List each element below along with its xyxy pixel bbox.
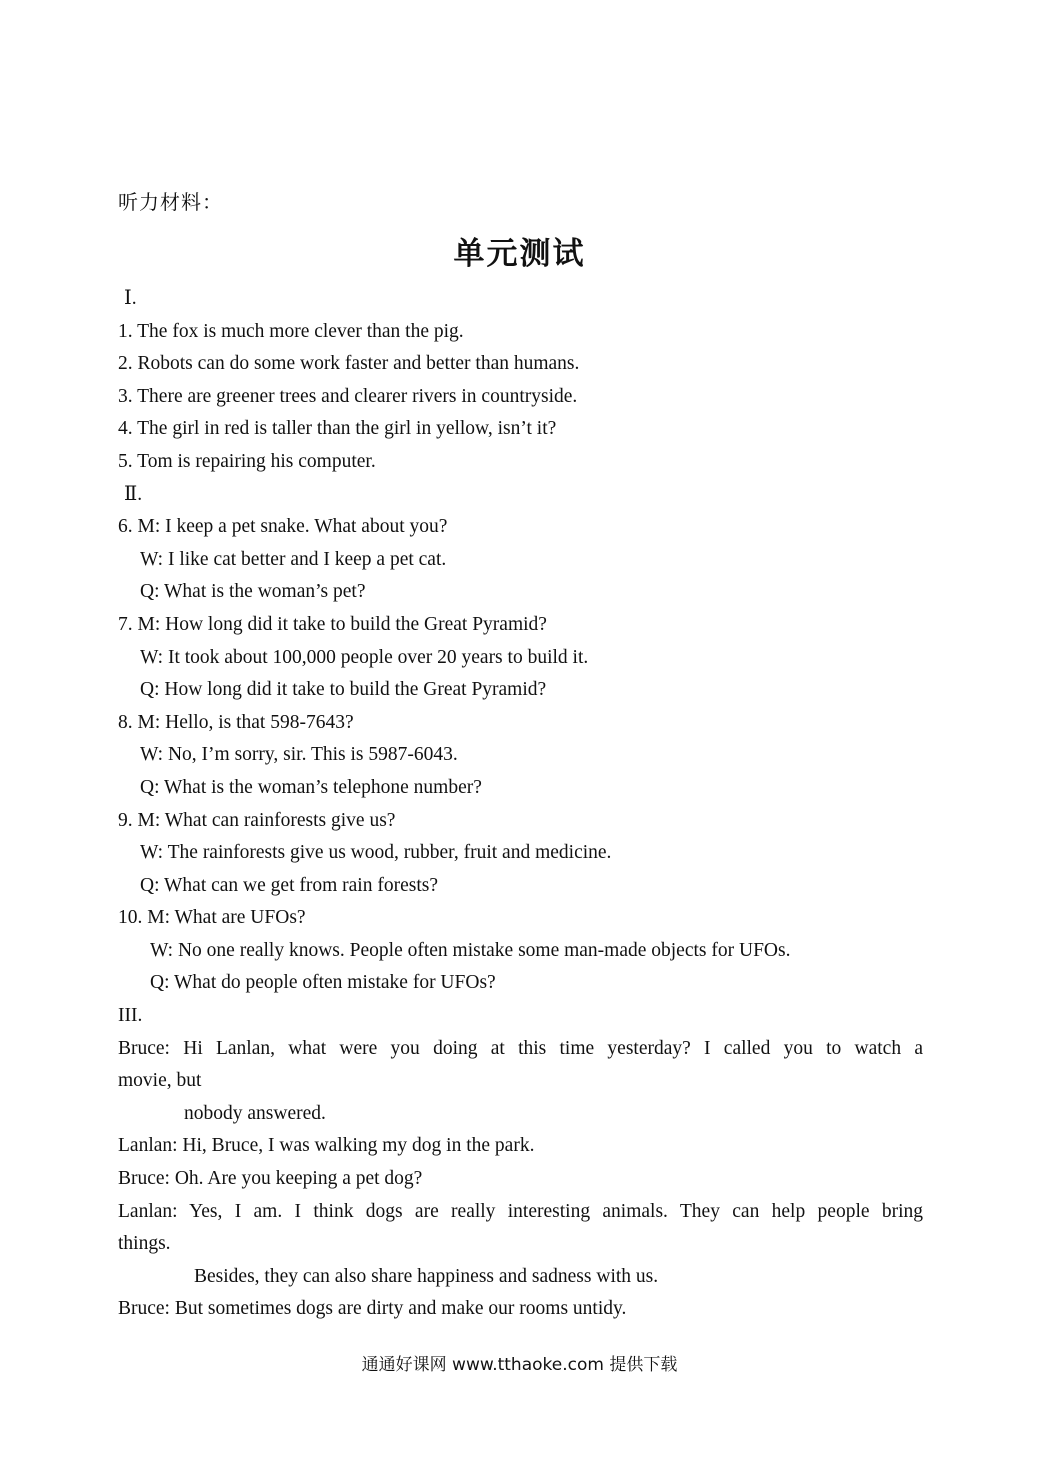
conversation-line: Lanlan: Hi, Bruce, I was walking my dog in the park. bbox=[118, 1135, 535, 1157]
conversation-line: nobody answered. bbox=[184, 1102, 326, 1124]
dialogue-question-line: Q: What is the woman’s pet? bbox=[140, 581, 366, 603]
document-body bbox=[118, 283, 923, 1326]
dialogue-question-line: Q: What can we get from rain forests? bbox=[140, 874, 438, 896]
conversation-line: Lanlan: Yes, I am. I think dogs are really interesting animals. They can help people bring bbox=[118, 1200, 923, 1222]
dialogue-question-line: Q: How long did it take to build the Great Pyramid? bbox=[140, 679, 547, 701]
dialogue-question-line: Q: What is the woman’s telephone number? bbox=[140, 776, 482, 798]
dialogue-question-line: Q: What do people often mistake for UFOs? bbox=[150, 972, 496, 994]
sentence-item: 4. The girl in red is taller than the girl in yellow, isn’t it? bbox=[118, 418, 557, 440]
section-label-2: Ⅱ. bbox=[124, 483, 143, 505]
page-title: 单元测试 bbox=[453, 236, 586, 272]
conversation-line: things. bbox=[118, 1233, 171, 1255]
page-heading: 听力材料： bbox=[118, 190, 223, 214]
dialogue-woman-line: W: The rainforests give us wood, rubber, fruit and medicine. bbox=[140, 842, 612, 864]
dialogue-woman-line: W: No one really knows. People often mistake some man-made objects for UFOs. bbox=[150, 939, 791, 961]
conversation-line: Bruce: Oh. Are you keeping a pet dog? bbox=[118, 1168, 423, 1190]
page-footer: 通通好课网 www.tthaoke.com 提供下载 bbox=[361, 1355, 678, 1375]
conversation-line: movie, but bbox=[118, 1070, 202, 1092]
conversation-line: Bruce: But sometimes dogs are dirty and make our rooms untidy. bbox=[118, 1298, 627, 1320]
sentence-item: 1. The fox is much more clever than the pig. bbox=[118, 320, 464, 342]
conversation-line: Bruce: Hi Lanlan, what were you doing at this time yesterday? I called you to watch a bbox=[118, 1037, 923, 1059]
section-label-1: Ⅰ. bbox=[124, 288, 137, 309]
sentence-item: 5. Tom is repairing his computer. bbox=[118, 450, 376, 472]
section-label-3: III. bbox=[118, 1005, 143, 1027]
dialogue-woman-line: W: It took about 100,000 people over 20 years to build it. bbox=[140, 646, 589, 668]
dialogue-man-line: 6. M: I keep a pet snake. What about you? bbox=[118, 516, 448, 538]
dialogue-woman-line: W: I like cat better and I keep a pet cat. bbox=[140, 548, 447, 570]
dialogue-man-line: 10. M: What are UFOs? bbox=[118, 907, 306, 929]
dialogue-man-line: 8. M: Hello, is that 598-7643? bbox=[118, 711, 354, 733]
sentence-item: 2. Robots can do some work faster and better than humans. bbox=[118, 353, 580, 375]
dialogue-woman-line: W: No, I’m sorry, sir. This is 5987-6043. bbox=[140, 744, 458, 766]
conversation-line: Besides, they can also share happiness and sadness with us. bbox=[194, 1265, 659, 1287]
dialogue-man-line: 9. M: What can rainforests give us? bbox=[118, 809, 396, 831]
dialogue-man-line: 7. M: How long did it take to build the Great Pyramid? bbox=[118, 613, 547, 635]
sentence-item: 3. There are greener trees and clearer rivers in countryside. bbox=[118, 385, 578, 407]
